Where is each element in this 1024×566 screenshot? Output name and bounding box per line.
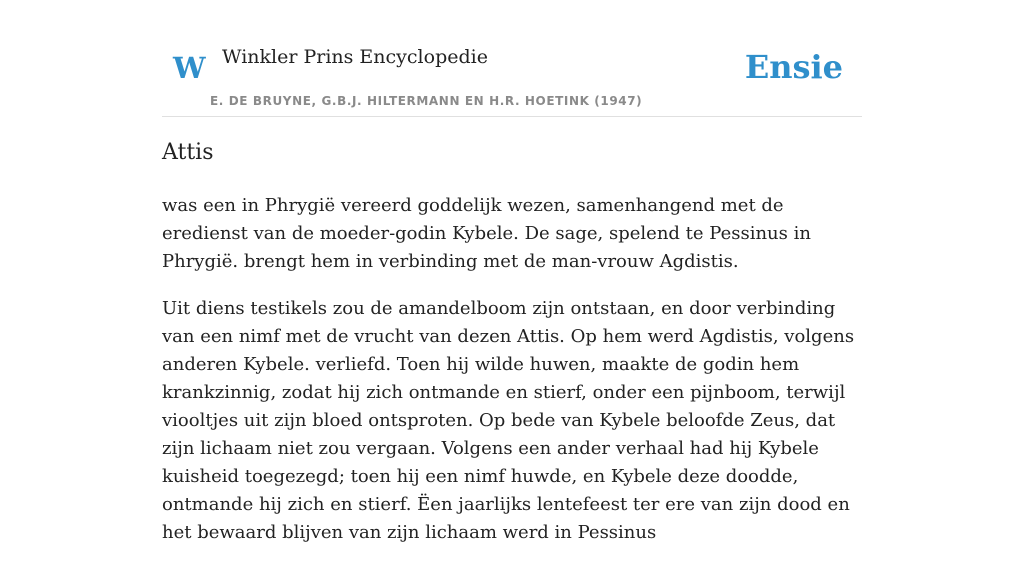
article-body <box>162 192 867 566</box>
article-title: Attis <box>162 140 214 165</box>
authors-line: E. DE BRUYNE, G.B.J. HILTERMANN EN H.R. HOETINK (1947) <box>210 94 643 108</box>
site-title[interactable]: Winkler Prins Encyclopedie <box>222 46 488 68</box>
ensie-logo[interactable]: Ensie <box>744 48 843 86</box>
winkler-prins-logo[interactable]: W <box>173 51 206 85</box>
article-paragraph: was een in Phrygië vereerd goddelijk wezen, samenhangend met de eredienst van de moeder-godin Kybele. De sage, spelend te Pessinus in Phrygië. brengt hem in verbinding met de man-vrouw Agdistis. <box>162 195 811 272</box>
article-paragraph: Uit diens testikels zou de amandelboom zijn ontstaan, en door verbinding van een nimf met de vrucht van dezen Attis. Op hem werd Agdistis, volgens anderen Kybele. verliefd. Toen hij wilde huwen, maakte de godin hem krankzinnig, zodat hij zich ontmande en stierf, onder een pijnboom, terwijl viooltjes uit zijn bloed ontsproten. Op bede van Kybele beloofde Zeus, dat zijn lichaam niet zou vergaan. Volgens een ander verhaal had hij Kybele kuisheid toegezegd; toen hij een nimf huwde, en Kybele deze doodde, ontmande hij zich en stierf. Ëen jaarlijks lentefeest ter ere van zijn dood en het bewaard blijven van zijn lichaam werd in Pessinus <box>162 298 855 543</box>
site-header <box>162 38 862 117</box>
